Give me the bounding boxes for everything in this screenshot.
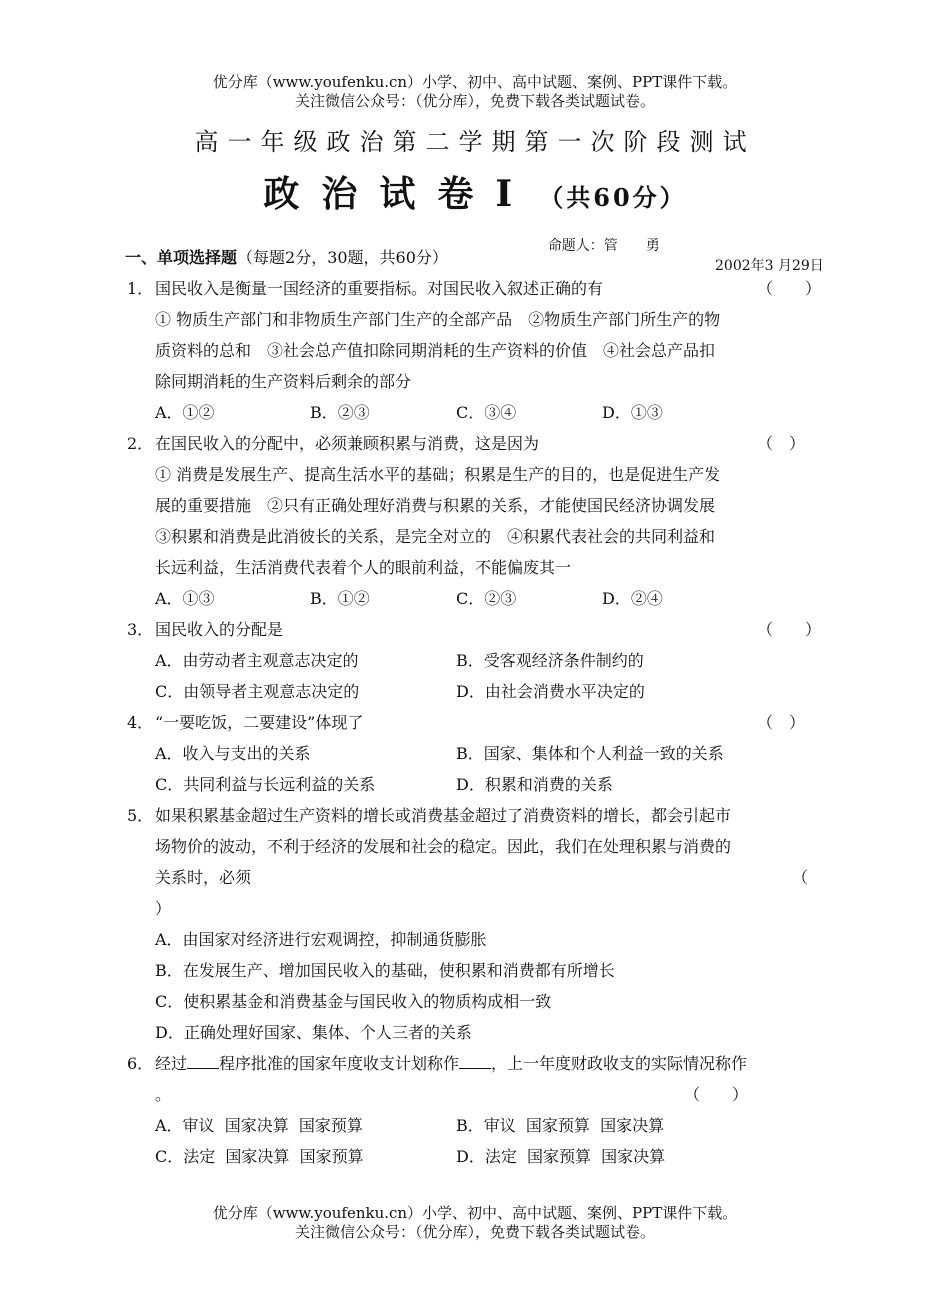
option-a: A．收入与支出的关系 [155, 744, 311, 763]
option-c: C．由领导者主观意志决定的 [155, 682, 360, 701]
question-text-line: 场物价的波动，不利于经济的发展和社会的稳定。因此，我们在处理积累与消费的 [155, 837, 732, 856]
question-number: 3． [127, 620, 154, 639]
answer-bracket: （ ） [757, 434, 806, 453]
section-label: 一、单项选择题 [125, 248, 238, 267]
fill-blank-2 [459, 1052, 491, 1069]
fill-blank-1 [187, 1052, 219, 1069]
stem-part-3: ，上一年度财政收支的实际情况称作 [491, 1054, 748, 1073]
option-b: B．②③ [310, 403, 370, 422]
exam-title-score: （共60分） [539, 183, 687, 212]
question-text-line: 如果积累基金超过生产资料的增长或消费基金超过了消费资料的增长，都会引起市 [155, 806, 732, 825]
option-c: C．共同利益与长远利益的关系 [155, 775, 376, 794]
exam-date: 2002年3 月29日 [715, 258, 824, 274]
question-text-line: 除同期消耗的生产资料后剩余的部分 [155, 372, 412, 391]
answer-bracket: （ ） [757, 279, 822, 298]
question-text-line: ① 物质生产部门和非物质生产部门生产的全部产品 ②物质生产部门所生产的物 [155, 310, 721, 329]
question-number: 5． [127, 806, 154, 825]
option-d: D．法定 国家预算 国家决算 [456, 1147, 666, 1166]
answer-bracket-close: ） [155, 899, 172, 918]
option-c: C．使积累基金和消费基金与国民收入的物质构成相一致 [155, 992, 552, 1011]
option-a: A．由国家对经济进行宏观调控，抑制通货膨胀 [155, 930, 487, 949]
question-stem: 国民收入是衡量一国经济的重要指标。对国民收入叙述正确的有 [155, 279, 604, 298]
exam-subtitle: 高一年级政治第二学期第一次阶段测试 [194, 128, 756, 156]
question-text-line: 关系时，必须 [155, 868, 252, 887]
option-d: D．①③ [602, 403, 663, 422]
header-ad-line-2: 关注微信公众号：（优分库），免费下载各类试题试卷。 [294, 92, 655, 110]
option-d: D．由社会消费水平决定的 [456, 682, 645, 701]
option-b: B．受客观经济条件制约的 [456, 651, 644, 670]
question-stem: 在国民收入的分配中，必须兼顾积累与消费，这是因为 [155, 434, 540, 453]
question-stem: “一要吃饭，二要建设”体现了 [155, 713, 364, 732]
option-a: A．由劳动者主观意志决定的 [155, 651, 359, 670]
answer-bracket: （ ） [757, 713, 806, 732]
exam-title-main: 政治试卷Ⅰ [263, 173, 535, 215]
stem-part-1: 经过 [155, 1054, 188, 1073]
option-b: B．在发展生产、增加国民收入的基础，使积累和消费都有所增长 [155, 961, 615, 980]
answer-bracket-open: （ [792, 868, 809, 887]
option-a: A．审议 国家决算 国家预算 [155, 1116, 363, 1135]
author: 命题人：管 勇 [547, 238, 660, 254]
exam-title [0, 170, 950, 225]
option-c: C．法定 国家决算 国家预算 [155, 1147, 364, 1166]
question-text-line: 长远利益，生活消费代表着个人的眼前利益，不能偏废其一 [155, 558, 572, 577]
stem-part-2: 程序批准的国家年度收支计划称作 [219, 1054, 460, 1073]
option-a: A．①② [155, 403, 215, 422]
question-stem: 国民收入的分配是 [155, 620, 284, 639]
option-b: B．①② [310, 589, 370, 608]
section-heading [125, 246, 448, 270]
question-number: 6． [127, 1054, 154, 1073]
option-b: B．审议 国家预算 国家决算 [456, 1116, 665, 1135]
question-number: 1． [127, 279, 154, 298]
footer-ad-line-1: 优分库（www.youfenku.cn）小学、初中、高中试题、案例、PPT课件下载。 [212, 1204, 738, 1222]
question-number: 4． [127, 713, 154, 732]
option-d: D．积累和消费的关系 [456, 775, 613, 794]
question-text-line: ③积累和消费是此消彼长的关系，是完全对立的 ④积累代表社会的共同利益和 [155, 527, 716, 546]
option-a: A．①③ [155, 589, 215, 608]
header-ad-line-1: 优分库（www.youfenku.cn）小学、初中、高中试题、案例、PPT课件下载。 [212, 73, 738, 91]
option-d: D．②④ [602, 589, 663, 608]
answer-bracket: （ ） [684, 1085, 749, 1104]
option-c: C．②③ [456, 589, 517, 608]
question-text-line: 展的重要措施 ②只有正确处理好消费与积累的关系，才能使国民经济协调发展 [155, 496, 716, 515]
option-c: C．③④ [456, 403, 517, 422]
question-stem [155, 1052, 747, 1076]
footer-ad-line-2: 关注微信公众号：（优分库），免费下载各类试题试卷。 [294, 1223, 655, 1241]
option-d: D．正确处理好国家、集体、个人三者的关系 [155, 1023, 472, 1042]
section-note: （每题2分，30题，共60分） [237, 248, 448, 267]
question-text-line: 质资料的总和 ③社会总产值扣除同期消耗的生产资料的价值 ④社会总产品扣 [155, 341, 716, 360]
question-text-line: 。 [155, 1085, 172, 1104]
question-number: 2． [127, 434, 154, 453]
option-b: B．国家、集体和个人利益一致的关系 [456, 744, 724, 763]
answer-bracket: （ ） [757, 620, 822, 639]
question-text-line: ① 消费是发展生产、提高生活水平的基础；积累是生产的目的，也是促进生产发 [155, 465, 721, 484]
